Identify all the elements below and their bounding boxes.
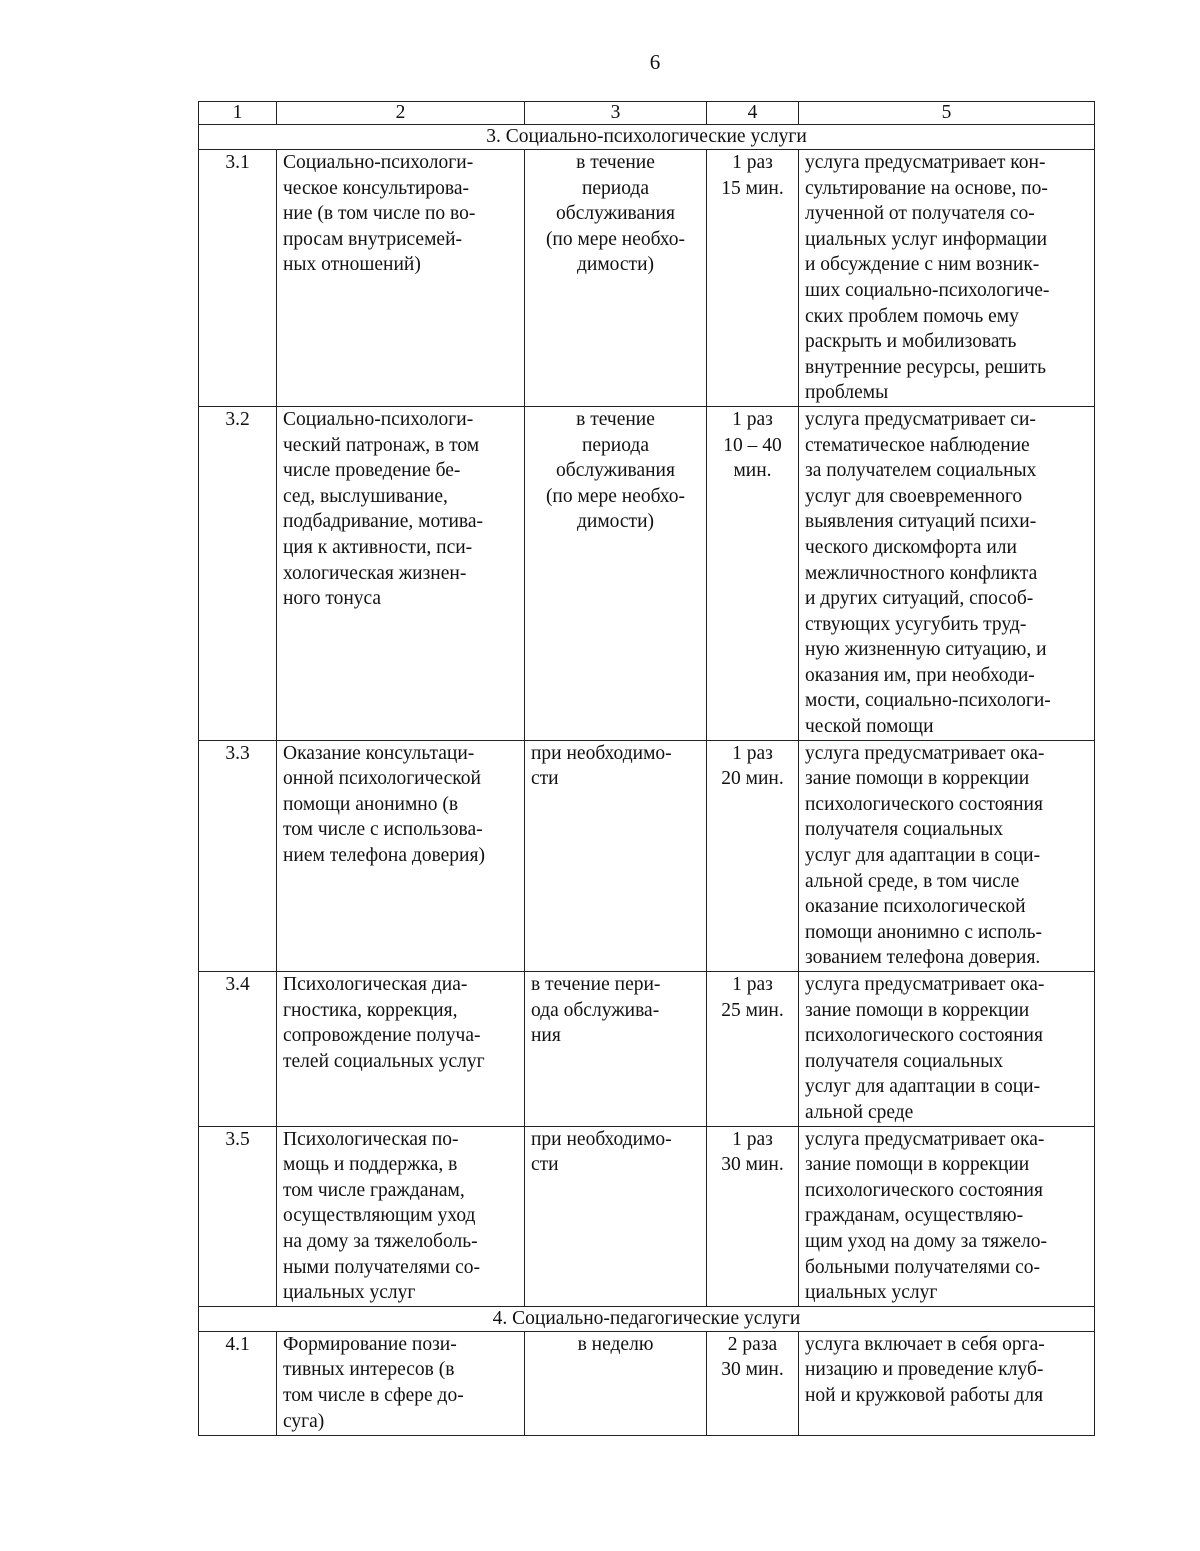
service-period: при необходимо- сти	[525, 740, 707, 971]
service-description: услуга предусматривает ока- зание помощи в коррекции психологического состояния получателя социальных услуг для адаптации в соци- альной среде, в том числе оказание психологической помощи анонимно с исполь- зованием телефона доверия.	[799, 740, 1095, 971]
column-number-row	[199, 102, 1095, 125]
table-row	[199, 740, 1095, 971]
service-norm: 1 раз 30 мин.	[707, 1126, 799, 1306]
service-period: в неделю	[525, 1331, 707, 1435]
table-row	[199, 150, 1095, 407]
service-name: Оказание консультаци- онной психологической помощи анонимно (в том числе с использова- нием телефона доверия)	[277, 740, 525, 971]
service-description: услуга предусматривает кон- сультирование на основе, по- лученной от получателя со- циальных услуг информации и обсуждение с ним возник- ших социально-психологиче- ских проблем помочь ему раскрыть и мобилизовать внутренние ресурсы, решить проблемы	[799, 150, 1095, 407]
table-row	[199, 1126, 1095, 1306]
table-row	[199, 406, 1095, 740]
service-name: Психологическая по- мощь и поддержка, в том числе гражданам, осуществляющим уход на дому за тяжелоболь- ными получателями со- циальных услуг	[277, 1126, 525, 1306]
row-number: 3.3	[199, 740, 277, 971]
service-description: услуга включает в себя орга- низацию и проведение клуб- ной и кружковой работы для	[799, 1331, 1095, 1435]
row-number: 3.5	[199, 1126, 277, 1306]
section-header-row	[199, 1306, 1095, 1331]
service-name: Социально-психологи- ческий патронаж, в том числе проведение бе- сед, выслушивание, подбадривание, мотива- ция к активности, пси- хологическая жизнен- ного тонуса	[277, 406, 525, 740]
service-norm: 1 раз 10 – 40 мин.	[707, 406, 799, 740]
service-description: услуга предусматривает ока- зание помощи в коррекции психологического состояния гражданам, осуществляю- щим уход на дому за тяжело- больными получателями со- циальных услуг	[799, 1126, 1095, 1306]
column-number: 4	[707, 102, 799, 125]
section-header-row	[199, 125, 1095, 150]
service-period: в течение пери- ода обслужива- ния	[525, 972, 707, 1127]
section-title: 3. Социально-психологические услуги	[199, 125, 1095, 150]
services-table	[198, 101, 1095, 1436]
row-number: 4.1	[199, 1331, 277, 1435]
column-number: 2	[277, 102, 525, 125]
service-name: Формирование пози- тивных интересов (в том числе в сфере до- суга)	[277, 1331, 525, 1435]
service-name: Психологическая диа- гностика, коррекция, сопровождение получа- телей социальных услуг	[277, 972, 525, 1127]
column-number: 1	[199, 102, 277, 125]
service-norm: 1 раз 15 мин.	[707, 150, 799, 407]
service-period: при необходимо- сти	[525, 1126, 707, 1306]
service-period: в течение периода обслуживания (по мере необхо- димости)	[525, 150, 707, 407]
table-row	[199, 972, 1095, 1127]
service-description: услуга предусматривает си- стематическое наблюдение за получателем социальных услуг для своевременного выявления ситуаций психи- ческого дискомфорта или межличностного конфликта и других ситуаций, способ- ствующих усугубить труд- ную жизненную ситуацию, и оказания им, при необходи- мости, социально-психологи- ческой помощи	[799, 406, 1095, 740]
service-norm: 1 раз 20 мин.	[707, 740, 799, 971]
row-number: 3.4	[199, 972, 277, 1127]
column-number: 3	[525, 102, 707, 125]
page-number: 6	[649, 50, 661, 74]
section-title: 4. Социально-педагогические услуги	[199, 1306, 1095, 1331]
table-row	[199, 1331, 1095, 1435]
column-number: 5	[799, 102, 1095, 125]
service-norm: 1 раз 25 мин.	[707, 972, 799, 1127]
service-norm: 2 раза 30 мин.	[707, 1331, 799, 1435]
service-name: Социально-психологи- ческое консультирова- ние (в том числе по во- просам внутрисемей- ных отношений)	[277, 150, 525, 407]
row-number: 3.2	[199, 406, 277, 740]
service-description: услуга предусматривает ока- зание помощи в коррекции психологического состояния получателя социальных услуг для адаптации в соци- альной среде	[799, 972, 1095, 1127]
row-number: 3.1	[199, 150, 277, 407]
service-period: в течение периода обслуживания (по мере необхо- димости)	[525, 406, 707, 740]
